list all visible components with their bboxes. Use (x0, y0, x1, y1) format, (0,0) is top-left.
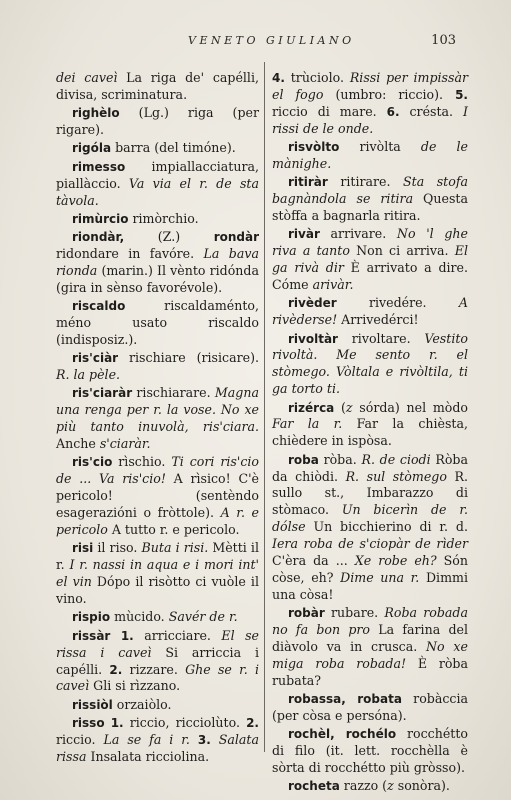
definition-text: sórda) nel mòdo (352, 399, 468, 415)
headword: rivàr (288, 227, 320, 242)
headword: ris'ciaràr (72, 386, 133, 401)
headword: 2. (246, 716, 259, 730)
definition-text (190, 732, 198, 747)
example-text: El se rissa i caveì (56, 627, 259, 660)
example-text: La bava rionda (56, 246, 259, 278)
dictionary-entry (272, 605, 468, 690)
headword: rizérca (288, 400, 335, 415)
dictionary-entry (272, 691, 468, 725)
column-divider (264, 62, 265, 752)
dictionary-entry (56, 385, 259, 453)
definition-text: È ròba rubata? (272, 655, 468, 688)
headword: 2. (109, 662, 123, 677)
dictionary-entry (56, 298, 259, 349)
headword: risso (72, 716, 105, 730)
example-text: El ga rivà dir (272, 243, 468, 276)
headword: risvòlto (288, 140, 340, 155)
example-text: Dime una r. (340, 570, 420, 586)
definition-text: impiallacciatura, piallàccio. (56, 158, 259, 191)
definition-text: Ròba da chiòdi. (272, 451, 469, 484)
definition-text: Non ci arriva. (349, 243, 455, 259)
example-text: La se fa i r. (103, 731, 190, 747)
definition-text: È arrivato a dire. Cóme (272, 260, 469, 293)
definition-text: A rìsico! C'è pericolo! (sentèndo esagerazióni o fròttole). (56, 471, 259, 521)
dictionary-entry (56, 628, 259, 696)
definition-text: C'èra da ... (272, 553, 355, 569)
headword: rispio (72, 610, 111, 625)
definition-text: rivòlta (339, 139, 421, 155)
definition-text: Questa stòffa a bagnarla ritira. (272, 191, 468, 224)
example-text: Magna una renga per r. la vose. No xe più tanto inuvolà, ris'ciara. (56, 385, 259, 435)
definition-text: (Lg.) riga (per rigare). (56, 105, 259, 138)
example-text: Rissi per impissàr el fogo (272, 70, 468, 102)
definition-text (110, 628, 120, 643)
headword: 4. (272, 71, 285, 85)
definition-text: razzo ( (339, 778, 388, 794)
dictionary-entry (272, 726, 468, 777)
dictionary-entry (272, 174, 468, 225)
headword: 1. (110, 716, 124, 730)
dictionary-entry (56, 697, 259, 714)
headword: rochèl, rochélo (288, 727, 397, 742)
dictionary-entry (56, 105, 259, 139)
definition-text: Dimmi una còsa! (272, 570, 468, 602)
headword: riscaldo (72, 299, 126, 314)
dictionary-entry (56, 211, 259, 228)
definition-text: Mètti il r. (56, 540, 259, 573)
dictionary-entry (56, 229, 259, 297)
definition-text: ritirare. (327, 174, 403, 190)
page-number: 103 (431, 33, 456, 48)
definition-text: crésta. (399, 103, 464, 119)
definition-text: rischiarare. (132, 385, 215, 401)
definition-text: rocchétto di filo (it. lett. rocchèlla è sòrta di rocchétto più gròsso). (272, 726, 469, 776)
definition-text: La farina del diàvolo va in crusca. (272, 622, 468, 655)
headword: rimesso (72, 159, 126, 174)
definition-text: arricciare. (133, 627, 222, 643)
definition-text: R. sullo st., Imbarazzo di stòmaco. (272, 468, 468, 518)
headword: rissiòl (72, 697, 113, 712)
example-text: z (387, 778, 394, 794)
running-title: VENETO GIULIANO (188, 34, 355, 47)
definition-text: trùciolo. (284, 70, 350, 85)
right-column (272, 70, 468, 797)
example-text: Vestito rivoltà. Me sento r. el stòmego. Vòltala e rivòltila, ti ga torto ti. (272, 330, 468, 397)
definition-text: orzaiòlo. (112, 696, 172, 712)
definition-text: ridondare in favóre. (56, 246, 204, 262)
example-text: No xe miga roba robada! (272, 639, 468, 671)
example-text: Va via el r. de sta tàvola. (56, 175, 259, 208)
dictionary-entry (272, 295, 468, 329)
dictionary-entry (272, 778, 468, 795)
headword: ris'cio (72, 455, 113, 470)
definition-text: (Z.) (124, 229, 214, 245)
example-text: Sta stofa bagnàndola se ritira (272, 174, 468, 207)
example-text: Salata rissa (56, 731, 259, 764)
example-text: R. sul stòmego (345, 468, 447, 484)
dictionary-entry (272, 331, 468, 399)
definition-text: sonòra). (393, 778, 450, 794)
dictionary-entry (272, 226, 468, 294)
example-text: A rivèderse! (272, 295, 468, 328)
headword: righèlo (72, 106, 120, 121)
definition-text: ( (334, 399, 346, 415)
definition-text: rischiare (risicare). (118, 350, 259, 366)
definition-text: rubare. (324, 605, 385, 621)
definition-text (211, 732, 219, 747)
definition-text: Insalata ricciolina. (86, 748, 210, 764)
example-text: Ti cori ris'cio de ... Va ris'cio! (56, 454, 259, 487)
dictionary-entry (56, 454, 259, 539)
example-text: I r. nassi in aqua e i mori int' el vin (56, 557, 259, 590)
definition-text: barra (del timóne). (111, 140, 236, 156)
dictionary-entry (272, 70, 468, 138)
headword: rivoltàr (288, 331, 338, 346)
definition-text: Far la chièsta, chièdere in ispòsa. (272, 416, 469, 449)
definition-text: Gli si rìzzano. (89, 678, 181, 694)
headword: 3. (197, 732, 211, 747)
definition-text: mùcido. (110, 609, 169, 625)
definition-text: Arrivedérci! (337, 312, 419, 328)
example-text: I rissi de le onde. (272, 103, 468, 136)
headword: rissàr (72, 628, 111, 643)
example-text: Savér de r. (168, 609, 238, 625)
headword: rimùrcio (72, 211, 129, 226)
example-text: de le mànighe. (272, 139, 468, 171)
headword: roba (288, 452, 319, 467)
dictionary-entry (272, 139, 468, 173)
definition-text: A tutto r. e pericolo. (107, 522, 240, 538)
headword: rivèder (288, 296, 337, 311)
example-text: Buta i risi. (141, 540, 209, 556)
example-text: Ghe se r. i caveì (56, 661, 260, 694)
running-header (0, 34, 511, 50)
definition-text: riccio di mare. (272, 103, 387, 119)
example-text: Roba robada no fa bon pro (272, 605, 468, 638)
dictionary-entry (56, 70, 259, 104)
definition-text: rivedére. (336, 295, 459, 311)
dictionary-entry (272, 400, 468, 451)
definition-text: rizzare. (122, 661, 186, 677)
definition-text: rivoltare. (337, 330, 425, 346)
definition-text: (umbro: riccio). (323, 86, 456, 102)
headword: 1. (120, 628, 134, 643)
example-text: dei caveì (56, 70, 118, 85)
example-text: z (345, 399, 353, 415)
left-column (56, 70, 259, 767)
definition-text: robàccia (per còsa e persóna). (272, 691, 468, 724)
definition-text: arrivare. (319, 226, 397, 242)
example-text: Un bicerìn de r. dólse (272, 502, 468, 535)
definition-text: Si arriccia i capélli. (56, 644, 259, 677)
definition-text: riccio, ricciolùto. (123, 715, 247, 730)
headword: robassa, robata (288, 692, 402, 707)
headword: rondàr (213, 230, 259, 245)
definition-text: riscaldaménto, méno usato riscaldo (indisposiz.). (56, 298, 259, 347)
example-text: Iera roba de s'ciopàr de rìder (272, 536, 468, 552)
definition-text: Dópo il risòtto ci vuòle il vino. (56, 574, 259, 607)
example-text: Far la r. (272, 416, 343, 432)
dictionary-entry (272, 452, 468, 604)
example-text: R. de ciodi (361, 451, 431, 467)
headword: rigóla (72, 141, 112, 156)
definition-text: La riga de' capélli, divisa, scriminatura. (56, 70, 259, 102)
headword: 5. (455, 87, 468, 102)
example-text: R. la pèle. (56, 367, 121, 383)
dictionary-entry (56, 159, 259, 210)
dictionary-entry (56, 715, 259, 766)
definition-text: ròba. (318, 451, 362, 467)
headword: ris'ciàr (72, 351, 119, 366)
example-text: A r. e pericolo (56, 505, 259, 538)
example-text: No 'l ghe riva a tanto (272, 226, 468, 259)
headword: 6. (386, 104, 400, 119)
dictionary-entry (56, 350, 259, 384)
headword: robàr (288, 606, 325, 621)
dictionary-entry (56, 540, 259, 608)
definition-text: Anche (56, 436, 100, 452)
definition-text: Un bicchierino di r. d. (305, 519, 468, 535)
headword: ritiràr (288, 175, 328, 190)
definition-text: Són còse, eh? (272, 553, 469, 586)
definition-text: rìschio. (112, 454, 172, 470)
headword: risi (72, 541, 94, 556)
definition-text: (marin.) Il vènto ridónda (gira in sènso favorévole). (56, 262, 259, 295)
headword: rocheta (288, 779, 340, 794)
headword: riondàr, (72, 230, 125, 245)
example-text: s'ciaràr. (99, 436, 151, 452)
dictionary-entry (56, 609, 259, 626)
example-text: Xe robe eh? (354, 553, 437, 569)
example-text: arivàr. (312, 277, 354, 293)
definition-text: riccio. (56, 731, 104, 747)
dictionary-entry (56, 140, 259, 157)
definition-text: rimòrchio. (128, 210, 199, 226)
definition-text: il riso. (93, 540, 142, 556)
